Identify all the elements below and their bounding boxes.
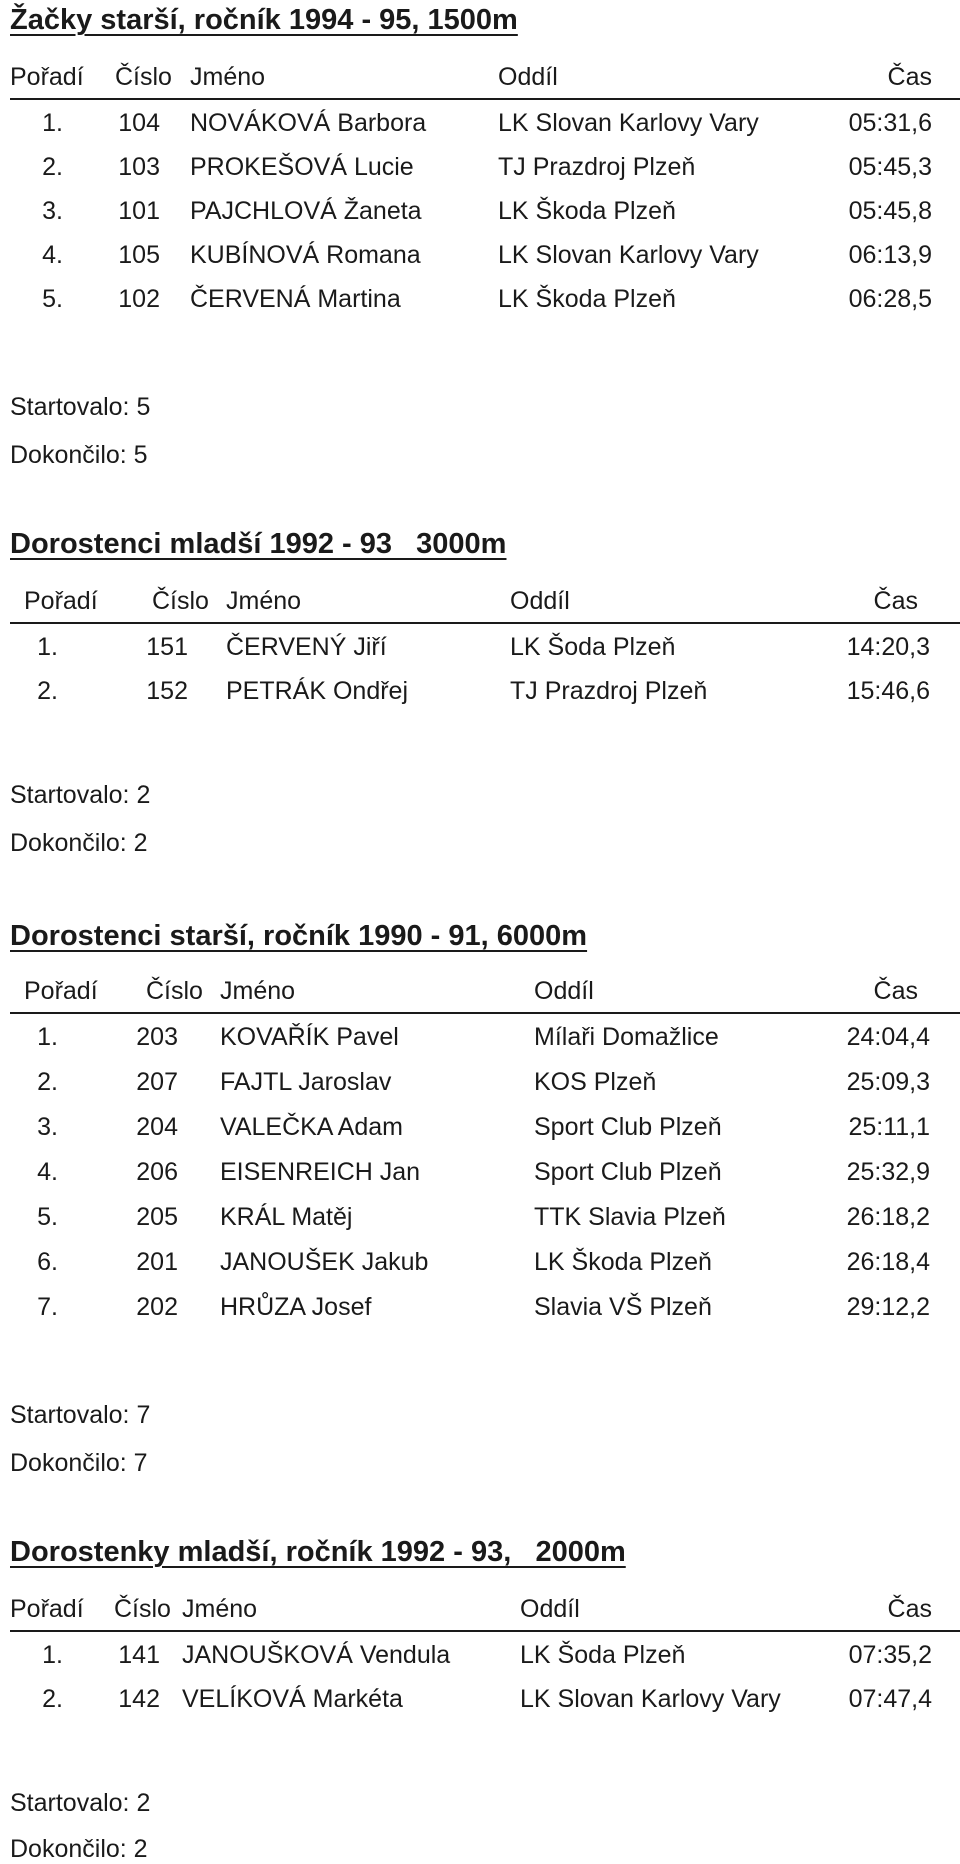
cell-rank: 6. (37, 1248, 58, 1276)
started-count: Startovalo: 2 (10, 781, 151, 809)
cell-time: 14:20,3 (846, 633, 930, 661)
cell-club: LK Šoda Plzeň (510, 633, 676, 661)
cell-rank: 4. (42, 241, 63, 269)
cell-number: 205 (136, 1203, 178, 1231)
header-number: Číslo (152, 587, 209, 615)
cell-number: 203 (136, 1023, 178, 1051)
cell-number: 101 (118, 197, 160, 225)
cell-time: 15:46,6 (846, 677, 930, 705)
cell-name: KOVAŘÍK Pavel (220, 1023, 399, 1051)
cell-club: LK Škoda Plzeň (498, 285, 676, 313)
table-row (10, 236, 960, 280)
cell-club: KOS Plzeň (534, 1068, 657, 1096)
table-row (10, 192, 960, 236)
header-rank: Pořadí (24, 587, 98, 615)
cell-club: TJ Prazdroj Plzeň (510, 677, 708, 705)
header-name: Jméno (182, 1595, 258, 1623)
cell-rank: 2. (42, 153, 63, 181)
cell-number: 142 (118, 1685, 160, 1713)
started-count: Startovalo: 7 (10, 1401, 151, 1429)
cell-time: 07:47,4 (848, 1685, 932, 1713)
finished-count: Dokončilo: 2 (10, 829, 148, 857)
cell-name: VELÍKOVÁ Markéta (182, 1685, 403, 1713)
section-title: Dorostenky mladší, ročník 1992 - 93, 2000m (10, 1536, 626, 1568)
table-row (10, 104, 960, 148)
table-row (10, 1680, 960, 1724)
cell-number: 103 (118, 153, 160, 181)
table-row (10, 628, 960, 672)
cell-rank: 3. (42, 197, 63, 225)
cell-rank: 1. (42, 1641, 63, 1669)
cell-club: TJ Prazdroj Plzeň (498, 153, 696, 181)
cell-rank: 5. (37, 1203, 58, 1231)
cell-time: 06:13,9 (848, 241, 932, 269)
cell-name: ČERVENÝ Jiří (226, 633, 387, 661)
cell-name: FAJTL Jaroslav (220, 1068, 392, 1096)
finished-count: Dokončilo: 5 (10, 441, 148, 469)
cell-number: 204 (136, 1113, 178, 1141)
header-time: Čas (873, 587, 918, 615)
cell-rank: 2. (42, 1685, 63, 1713)
cell-club: Sport Club Plzeň (534, 1113, 722, 1141)
header-club: Oddíl (510, 587, 570, 615)
cell-rank: 2. (37, 1068, 58, 1096)
header-rank: Pořadí (10, 1595, 84, 1623)
cell-time: 25:09,3 (846, 1068, 930, 1096)
cell-club: Slavia VŠ Plzeň (534, 1293, 712, 1321)
cell-club: LK Slovan Karlovy Vary (498, 241, 759, 269)
header-club: Oddíl (520, 1595, 580, 1623)
cell-number: 104 (118, 109, 160, 137)
cell-rank: 3. (37, 1113, 58, 1141)
header-rank: Pořadí (24, 977, 98, 1005)
cell-rank: 4. (37, 1158, 58, 1186)
header-rank: Pořadí (10, 63, 84, 91)
cell-time: 24:04,4 (846, 1023, 930, 1051)
header-name: Jméno (190, 63, 266, 91)
table-header (10, 972, 960, 1014)
finished-count: Dokončilo: 7 (10, 1449, 148, 1477)
section-title: Žačky starší, ročník 1994 - 95, 1500m (10, 4, 518, 36)
section-title: Dorostenci starší, ročník 1990 - 91, 6000m (10, 920, 588, 952)
finished-count: Dokončilo: 2 (10, 1835, 148, 1863)
table-row (10, 1018, 960, 1062)
cell-time: 26:18,4 (846, 1248, 930, 1276)
header-club: Oddíl (534, 977, 594, 1005)
cell-number: 206 (136, 1158, 178, 1186)
table-row (10, 1243, 960, 1287)
header-number: Číslo (114, 1595, 171, 1623)
cell-rank: 7. (37, 1293, 58, 1321)
cell-club: Sport Club Plzeň (534, 1158, 722, 1186)
cell-number: 201 (136, 1248, 178, 1276)
header-time: Čas (873, 977, 918, 1005)
table-row (10, 1153, 960, 1197)
table-row (10, 1108, 960, 1152)
cell-name: PAJCHLOVÁ Žaneta (190, 197, 422, 225)
cell-time: 29:12,2 (846, 1293, 930, 1321)
cell-rank: 1. (42, 109, 63, 137)
cell-number: 202 (136, 1293, 178, 1321)
cell-number: 151 (146, 633, 188, 661)
cell-time: 05:45,3 (848, 153, 932, 181)
cell-time: 25:32,9 (846, 1158, 930, 1186)
section-title: Dorostenci mladší 1992 - 93 3000m (10, 528, 507, 560)
cell-club: TTK Slavia Plzeň (534, 1203, 726, 1231)
cell-time: 07:35,2 (848, 1641, 932, 1669)
cell-name: ČERVENÁ Martina (190, 285, 401, 313)
cell-club: LK Škoda Plzeň (498, 197, 676, 225)
started-count: Startovalo: 2 (10, 1789, 151, 1817)
table-row (10, 1288, 960, 1332)
cell-rank: 1. (37, 1023, 58, 1051)
header-number: Číslo (115, 63, 172, 91)
cell-number: 105 (118, 241, 160, 269)
cell-name: KUBÍNOVÁ Romana (190, 241, 421, 269)
cell-club: Mílaři Domažlice (534, 1023, 719, 1051)
header-time: Čas (887, 63, 932, 91)
table-header (10, 1590, 960, 1632)
cell-number: 207 (136, 1068, 178, 1096)
cell-club: LK Slovan Karlovy Vary (498, 109, 759, 137)
table-header (10, 582, 960, 624)
table-row (10, 1198, 960, 1242)
cell-name: EISENREICH Jan (220, 1158, 421, 1186)
header-name: Jméno (220, 977, 296, 1005)
cell-time: 06:28,5 (848, 285, 932, 313)
cell-name: VALEČKA Adam (220, 1113, 403, 1141)
cell-number: 141 (118, 1641, 160, 1669)
cell-rank: 2. (37, 677, 58, 705)
cell-club: LK Škoda Plzeň (534, 1248, 712, 1276)
cell-name: JANOUŠKOVÁ Vendula (182, 1641, 451, 1669)
cell-rank: 1. (37, 633, 58, 661)
cell-time: 26:18,2 (846, 1203, 930, 1231)
cell-club: LK Slovan Karlovy Vary (520, 1685, 781, 1713)
cell-time: 05:31,6 (848, 109, 932, 137)
cell-number: 102 (118, 285, 160, 313)
table-row (10, 1063, 960, 1107)
table-row (10, 1636, 960, 1680)
header-number: Číslo (146, 977, 203, 1005)
cell-name: NOVÁKOVÁ Barbora (190, 109, 427, 137)
cell-name: PROKEŠOVÁ Lucie (190, 153, 414, 181)
table-header (10, 58, 960, 100)
cell-time: 25:11,1 (848, 1113, 930, 1141)
cell-rank: 5. (42, 285, 63, 313)
table-row (10, 280, 960, 324)
header-club: Oddíl (498, 63, 558, 91)
cell-club: LK Šoda Plzeň (520, 1641, 686, 1669)
table-row (10, 672, 960, 716)
header-name: Jméno (226, 587, 302, 615)
cell-name: HRŮZA Josef (220, 1293, 372, 1321)
cell-number: 152 (146, 677, 188, 705)
header-time: Čas (887, 1595, 932, 1623)
table-row (10, 148, 960, 192)
started-count: Startovalo: 5 (10, 393, 151, 421)
cell-time: 05:45,8 (848, 197, 932, 225)
cell-name: JANOUŠEK Jakub (220, 1248, 429, 1276)
cell-name: PETRÁK Ondřej (226, 677, 409, 705)
cell-name: KRÁL Matěj (220, 1203, 353, 1231)
